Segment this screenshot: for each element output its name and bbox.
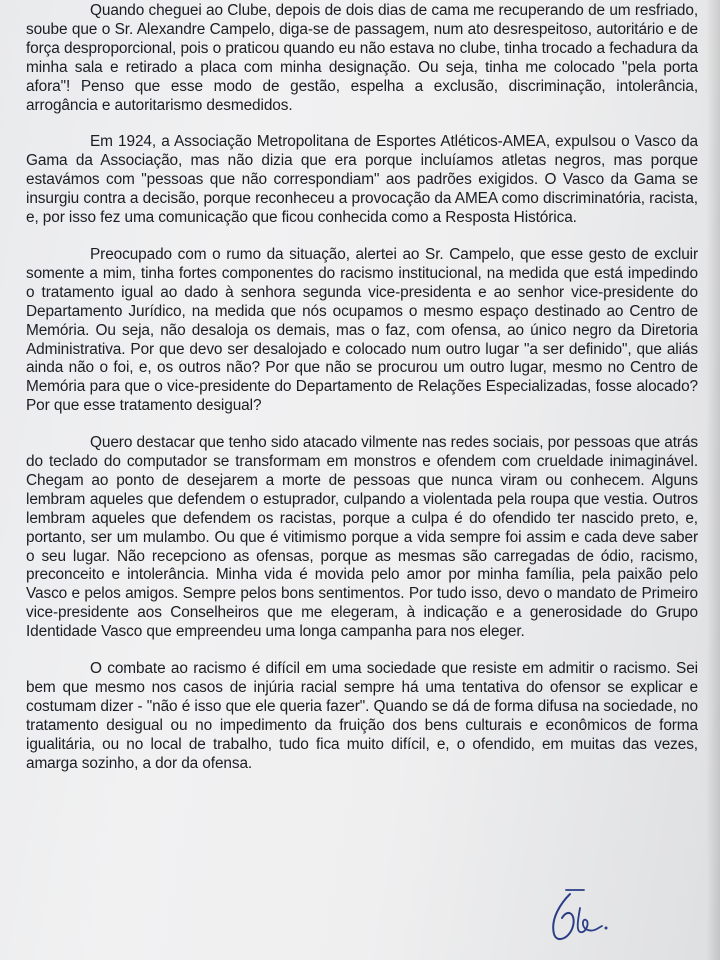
paragraph-1: Quando cheguei ao Clube, depois de dois dias de cama me recuperando de um resfriado, soube que o Sr. Alexandre Campelo, diga-se de passagem, num ato desrespeitoso, autoritário e de força desproporcional, pois o praticou quando eu não estava no clube, tinha trocado a fechadura da minha sala e retirado a placa com minha designação. Ou seja, tinha me colocado "pela porta afora"! Penso que esse modo de gestão, espelha a exclusão, discriminação, intolerância, arrogância e autoritarismo desmedidos.: [26, 2, 698, 114]
paragraph-2: Em 1924, a Associação Metropolitana de Esportes Atléticos-AMEA, expulsou o Vasco da Gama da Associação, mas não dizia que era porque incluíamos atletas negros, mas porque estavámos com "pessoas que não correspondiam" aos padrões exigidos. O Vasco da Gama se insurgiu contra a decisão, porque reconheceu a provocação da AMEA como discriminatória, racista, e, por isso fez uma comunicação que ficou conhecida como a Resposta Histórica.: [26, 133, 698, 227]
paragraph-5: O combate ao racismo é difícil em uma sociedade que resiste em admitir o racismo. Sei bem que mesmo nos casos de injúria racial sempre há uma tentativa do ofensor se explicar e costumam dizer - "não é isso que ele queria fazer". Quando se dá de forma difusa na sociedade, no tratamento desigual ou no impedimento da fruição dos bens culturais e econômicos de forma igualitária, ou no local de trabalho, tudo fica muito difícil, e, o ofendido, em muitas das vezes, amarga sozinho, a dor da ofensa.: [26, 660, 698, 772]
paragraph-4: Quero destacar que tenho sido atacado vilmente nas redes sociais, por pessoas que atrás do teclado do computador se transformam em monstros e ofendem com crueldade inimaginável. Chegam ao ponto de desejarem a morte de pessoas que nunca viram ou conhecem. Alguns lembram aqueles que defendem o estuprador, culpando a violentada pela roupa que vestia. Outros lembram aqueles que defendem os racistas, porque a culpa é do ofendido ter nascido preto, e, portanto, ser um mulambo. Ou que é vitimismo porque a vida sempre foi assim e cada deve saber o seu lugar. Não recepciono as ofensas, porque as mesmas são carregadas de ódio, racismo, preconceito e intolerância. Minha vida é movida pelo amor por minha família, pela paixão pelo Vasco e pelos amigos. Sempre pelos bons sentimentos. Por tudo isso, devo o mandato de Primeiro vice-presidente aos Conselheiros que me elegeram, à indicação e a generosidade do Grupo Identidade Vasco que empreendeu uma longa campanha para nos eleger.: [26, 434, 698, 641]
handwritten-signature: [540, 888, 616, 948]
page-edge-shadow: [706, 0, 720, 960]
letter-body: [26, 2, 698, 792]
paragraph-3: Preocupado com o rumo da situação, alertei ao Sr. Campelo, que esse gesto de excluir somente a mim, tinha fortes componentes do racismo institucional, na medida que está impedindo o tratamento igual ao dado à senhora segunda vice-presidenta e ao senhor vice-presidente do Departamento Jurídico, na medida que nós ocupamos o mesmo espaço destinado ao Centro de Memória. Ou seja, não desaloja os demais, mas o faz, com ofensa, ao único negro da Diretoria Administrativa. Por que devo ser desalojado e colocado num outro lugar "a ser definido", que aliás ainda não o foi, e, os outros não? Por que não se procurou um outro lugar, mesmo no Centro de Memória para que o vice-presidente do Departamento de Relações Especializadas, fosse alocado? Por que esse tratamento desigual?: [26, 245, 698, 415]
